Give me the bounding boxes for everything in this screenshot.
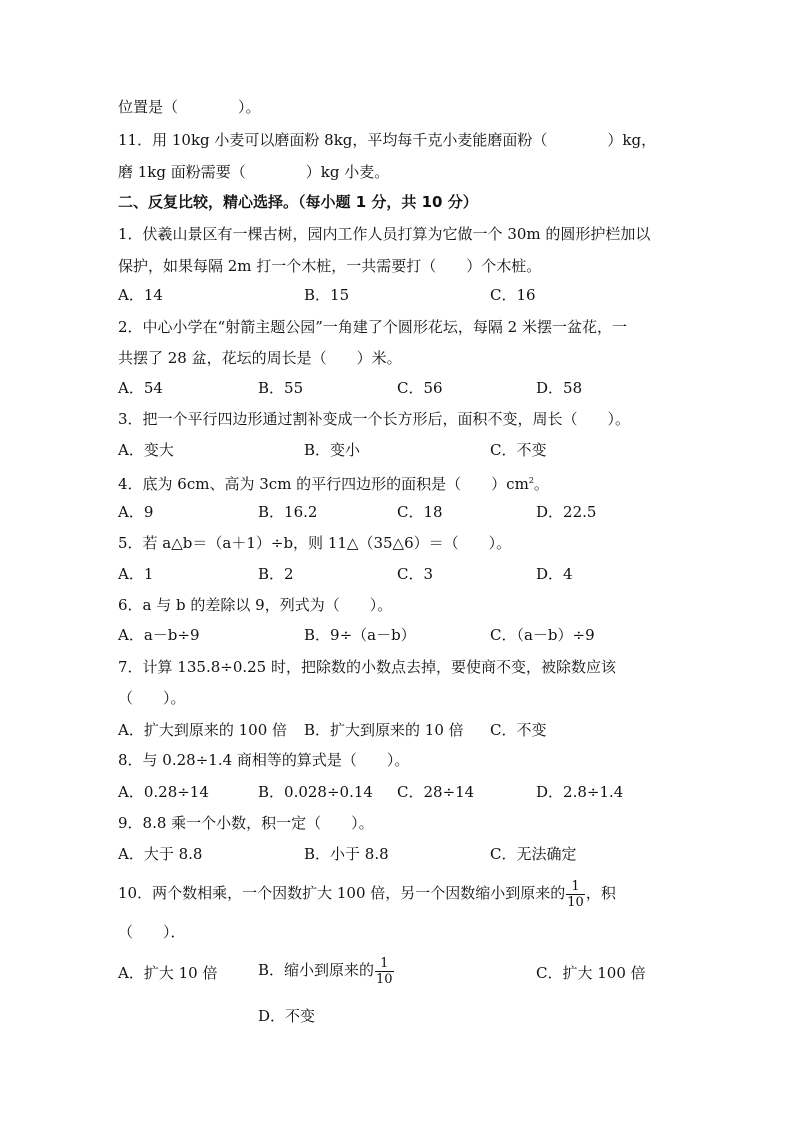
question-9-option-c: C．无法确定: [490, 845, 577, 863]
fraction-numerator: 1: [566, 879, 585, 895]
question-2-option-c: C．56: [397, 379, 443, 397]
question-2-line-2: 共摆了 28 盆，花坛的周长是（ ）米。: [118, 349, 402, 367]
question-4-line-1: [118, 471, 549, 494]
question-4-superscript: 2: [528, 476, 534, 485]
prev-question-tail: 位置是（ ）。: [118, 98, 261, 116]
question-2-option-a: A．54: [118, 379, 163, 397]
question-11-line-2: 磨 1kg 面粉需要（ ）kg 小麦。: [118, 163, 390, 181]
option-b-text: B．缩小到原来的: [258, 961, 375, 979]
question-5-line-1: 5．若 a△b＝（a＋1）÷b，则 11△（35△6）＝（ ）。: [118, 534, 512, 552]
question-9-line-1: 9．8.8 乘一个小数，积一定（ ）。: [118, 814, 374, 832]
question-5-option-a: A．1: [118, 565, 154, 583]
question-4-option-b: B．16.2: [258, 503, 318, 521]
question-4-option-d: D．22.5: [536, 503, 597, 521]
question-6-option-b: B．9÷（a－b）: [304, 626, 416, 644]
question-8-option-a: A．0.28÷14: [118, 783, 209, 801]
question-4-option-c: C．18: [397, 503, 443, 521]
question-10-fraction: [566, 879, 585, 910]
question-10-option-b: [258, 955, 395, 987]
question-6-option-a: A．a－b÷9: [118, 626, 200, 644]
question-10-option-d: D．不变: [258, 1007, 316, 1025]
question-9-option-a: A．大于 8.8: [118, 845, 203, 863]
question-1-line-2: 保护，如果每隔 2m 打一个木桩，一共需要打（ ）个木桩。: [118, 257, 542, 275]
question-2-option-d: D．58: [536, 379, 583, 397]
question-7-option-a: A．扩大到原来的 100 倍: [118, 721, 287, 739]
question-4-text: 4．底为 6cm、高为 3cm 的平行四边形的面积是（ ）cm: [118, 475, 529, 493]
question-7-line-2: （ ）。: [118, 689, 186, 707]
fraction-denominator: 10: [376, 971, 393, 987]
question-10-option-a: A．扩大 10 倍: [118, 964, 218, 982]
question-10-text-after: ，积: [585, 884, 616, 902]
question-10-option-c: C．扩大 100 倍: [536, 964, 646, 982]
fraction-numerator: 1: [375, 956, 394, 972]
question-4-option-a: A．9: [118, 503, 154, 521]
question-7-option-b: B．扩大到原来的 10 倍: [304, 721, 464, 739]
question-10-text: 10．两个数相乘，一个因数扩大 100 倍，另一个因数缩小到原来的: [118, 884, 566, 902]
fraction-denominator: 10: [567, 894, 584, 910]
question-1-option-a: A．14: [118, 286, 163, 304]
question-8-option-b: B．0.028÷0.14: [258, 783, 373, 801]
question-9-option-b: B．小于 8.8: [304, 845, 389, 863]
question-3-line-1: 3．把一个平行四边形通过割补变成一个长方形后，面积不变，周长（ ）。: [118, 410, 631, 428]
section-2-title: 二、反复比较，精心选择。（每小题 1 分，共 10 分）: [118, 193, 478, 211]
option-b-fraction: [375, 956, 394, 987]
question-8-option-d: D．2.8÷1.4: [536, 783, 624, 801]
question-5-option-d: D．4: [536, 565, 573, 583]
question-5-option-c: C．3: [397, 565, 434, 583]
question-1-option-b: B．15: [304, 286, 350, 304]
question-10-line-1: [118, 878, 616, 910]
question-11-line-1: 11．用 10kg 小麦可以磨面粉 8kg，平均每千克小麦能磨面粉（ ）kg，: [118, 131, 657, 149]
question-1-line-1: 1．伏羲山景区有一棵古树，园内工作人员打算为它做一个 30m 的圆形护栏加以: [118, 225, 651, 243]
question-2-option-b: B．55: [258, 379, 304, 397]
question-3-option-a: A．变大: [118, 441, 174, 459]
question-7-option-c: C．不变: [490, 721, 547, 739]
question-2-line-1: 2．中心小学在“射箭主题公园”一角建了个圆形花坛，每隔 2 米摆一盆花，一: [118, 318, 627, 336]
question-8-option-c: C．28÷14: [397, 783, 475, 801]
question-10-line-2: （ ）．: [118, 923, 186, 941]
question-8-line-1: 8．与 0.28÷1.4 商相等的算式是（ ）。: [118, 751, 410, 769]
question-4-tail: 。: [533, 475, 549, 493]
question-6-option-c: C．（a－b）÷9: [490, 626, 595, 644]
question-1-option-c: C．16: [490, 286, 536, 304]
question-7-line-1: 7．计算 135.8÷0.25 时，把除数的小数点去掉，要使商不变，被除数应该: [118, 658, 616, 676]
question-5-option-b: B．2: [258, 565, 294, 583]
question-6-line-1: 6．a 与 b 的差除以 9，列式为（ ）。: [118, 596, 393, 614]
question-3-option-c: C．不变: [490, 441, 547, 459]
question-3-option-b: B．变小: [304, 441, 361, 459]
